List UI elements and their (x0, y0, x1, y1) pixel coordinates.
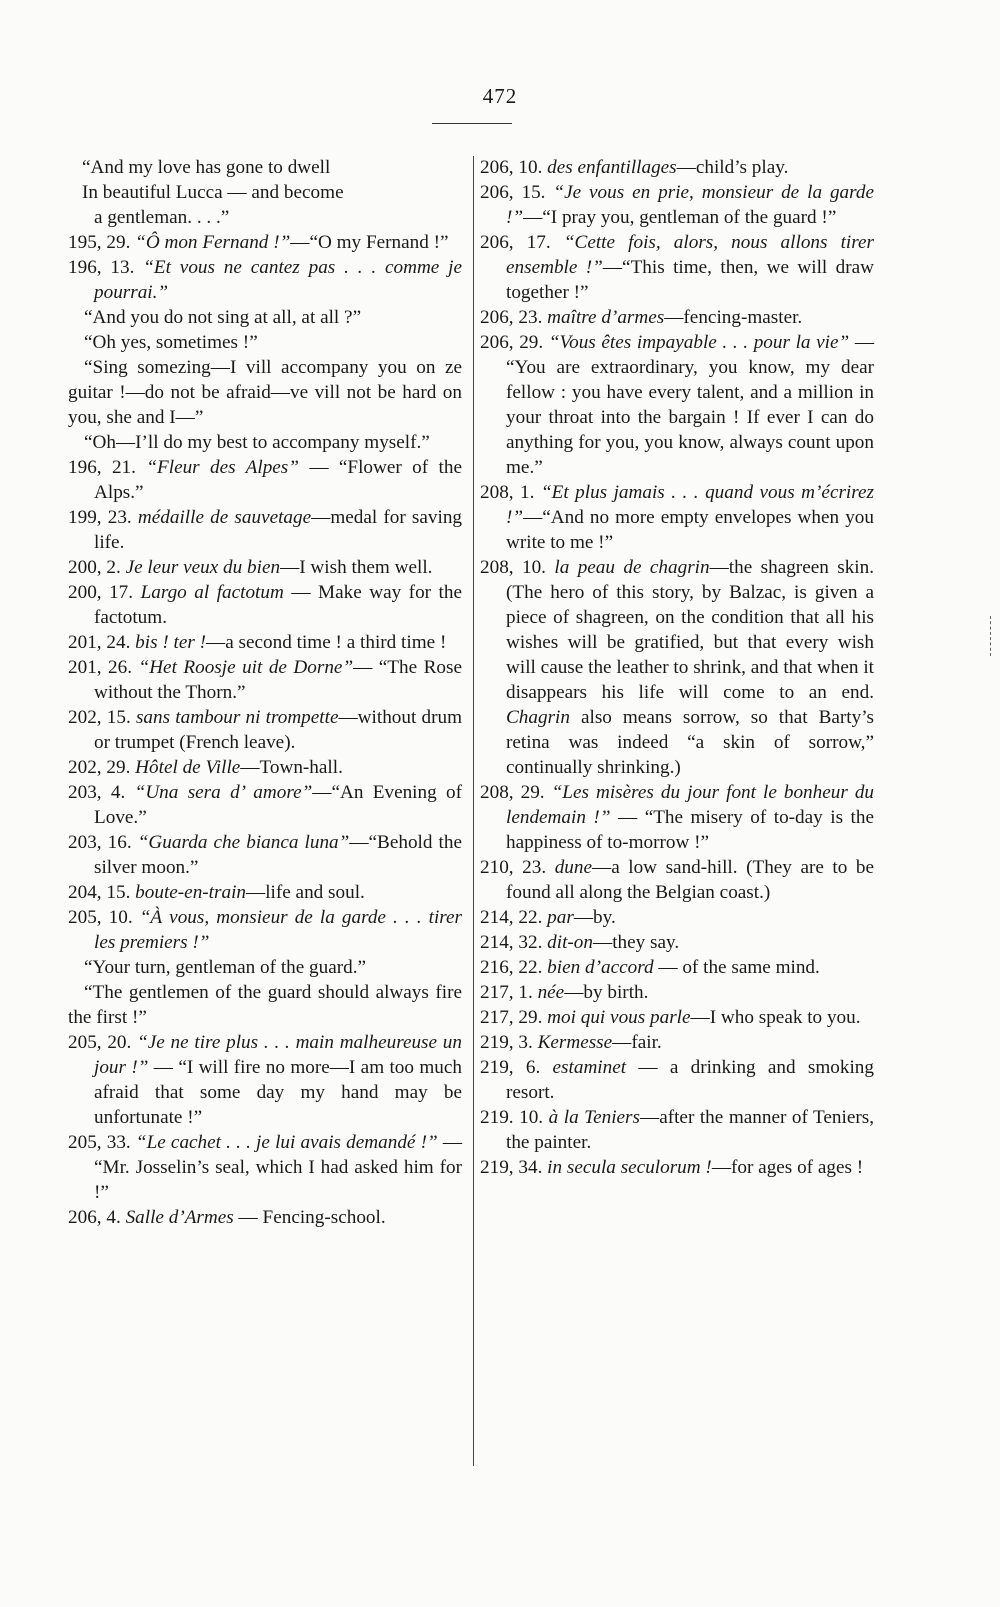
entry-ref: 199, 23. (68, 507, 132, 528)
entry-ref: 195, 29. (68, 232, 131, 253)
entry-ref: 196, 21. (68, 457, 136, 478)
entry-ref: 201, 26. (68, 657, 133, 678)
entry-ref: 219, 3. (480, 1032, 533, 1053)
entry-gloss: — “The Rose without the Thorn.” (94, 657, 462, 703)
entry-phrase: Salle d’Armes (125, 1207, 234, 1228)
glossary-entry (68, 655, 462, 705)
paragraph: “Your turn, gentleman of the guard.” (84, 957, 367, 978)
entry-ref: 203, 4. (68, 782, 126, 803)
verse-line: a gentleman. . . .” (94, 207, 230, 228)
edge-mark (990, 616, 995, 656)
glossary-entry (480, 1105, 874, 1155)
glossary-entry (68, 455, 462, 505)
paragraph: “The gentlemen of the guard should always fire the first !” (68, 982, 462, 1028)
entry-phrase: la peau de chagrin (554, 557, 710, 578)
glossary-entry (480, 330, 874, 480)
entry-ref: 206, 29. (480, 332, 544, 353)
entry-ref: 200, 17. (68, 582, 134, 603)
entry-ref: 196, 13. (68, 257, 135, 278)
glossary-entry (480, 1155, 874, 1180)
entry-ref: 206, 10. (480, 157, 543, 178)
entry-ref: 217, 29. (480, 1007, 543, 1028)
entry-phrase: dit-on (547, 932, 593, 953)
entry-phrase: bien d’accord (547, 957, 654, 978)
entry-ref: 201, 24. (68, 632, 131, 653)
entry-gloss: —Town-hall. (240, 757, 343, 778)
entry-phrase: “Vous êtes impayable . . . pour la vie” (548, 332, 850, 353)
glossary-entry (68, 830, 462, 880)
entry-gloss: —I wish them well. (280, 557, 433, 578)
entry-gloss: — a drinking and smoking resort. (506, 1057, 874, 1103)
entry-phrase: bis ! ter ! (135, 632, 207, 653)
right-column (480, 155, 874, 1180)
paragraph: “Oh—I’ll do my best to accompany myself.” (84, 432, 430, 453)
entry-ref: 205, 33. (68, 1132, 131, 1153)
glossary-entry (68, 1205, 462, 1230)
glossary-entry (68, 580, 462, 630)
entry-gloss: —by. (573, 907, 616, 928)
entry-gloss: —fair. (612, 1032, 662, 1053)
entry-phrase: née (537, 982, 565, 1003)
glossary-entry (68, 780, 462, 830)
entry-gloss: —after the manner of Teniers, the painter. (506, 1107, 875, 1153)
left-column (68, 155, 462, 1230)
entry-phrase: boute-en-train (135, 882, 246, 903)
entry-ref: 206, 4. (68, 1207, 121, 1228)
entry-phrase: à la Teniers (548, 1107, 640, 1128)
entry-phrase: Je leur veux du bien (125, 557, 281, 578)
entry-ref: 208, 29. (480, 782, 545, 803)
glossary-entry (68, 905, 462, 955)
entry-ref: 206, 15. (480, 182, 546, 203)
entry-phrase: estaminet (552, 1057, 627, 1078)
entry-phrase: “Je ne tire plus . . . main malheureuse un jour !” (94, 1032, 462, 1078)
entry-ref: 203, 16. (68, 832, 132, 853)
entry-ref: 210, 23. (480, 857, 547, 878)
entry-phrase: par (547, 907, 574, 928)
entry-ref: 200, 2. (68, 557, 121, 578)
entry-gloss: —“An Evening of Love.” (94, 782, 463, 828)
entry-ref: 205, 10. (68, 907, 133, 928)
entry-ref: 205, 20. (68, 1032, 132, 1053)
glossary-entry (68, 1030, 462, 1130)
glossary-entry (480, 555, 874, 780)
entry-phrase: “Het Roosje uit de Dorne” (138, 657, 354, 678)
entry-phrase: sans tambour ni trompette (135, 707, 339, 728)
entry-gloss: — Make way for the factotum. (94, 582, 462, 628)
glossary-entry (480, 1005, 874, 1030)
entry-ref: 214, 32. (480, 932, 543, 953)
entry-gloss: —they say. (593, 932, 680, 953)
entry-gloss: —child’s play. (676, 157, 789, 178)
glossary-entry (480, 1055, 874, 1105)
verse-line: “And my love has gone to dwell (82, 157, 331, 178)
entry-gloss: —“O my Fernand !” (290, 232, 449, 253)
entry-ref: 206, 17. (480, 232, 551, 253)
glossary-entry (480, 230, 874, 305)
entry-ref: 206, 23. (480, 307, 543, 328)
entry-gloss: — Fencing-school. (233, 1207, 386, 1228)
glossary-entry (68, 505, 462, 555)
entry-gloss: — “Flower of the Alps.” (94, 457, 462, 503)
glossary-entry (480, 980, 874, 1005)
paragraph: “And you do not sing at all, at all ?” (84, 307, 362, 328)
page-number: 472 (482, 84, 518, 108)
paragraph: “Oh yes, sometimes !” (84, 332, 258, 353)
glossary-entry (68, 230, 462, 255)
entry-gloss: —by birth. (564, 982, 649, 1003)
glossary-entry (480, 180, 874, 230)
entry-phrase: “Fleur des Alpes” (146, 457, 299, 478)
entry-gloss: —“And no more empty envelopes when you write to me !” (506, 507, 874, 553)
entry-phrase: des enfantillages (547, 157, 677, 178)
entry-ref: 208, 10. (480, 557, 546, 578)
entry-phrase: “Et plus jamais . . . quand vous m’écrirez !” (506, 482, 875, 528)
glossary-entry (480, 305, 874, 330)
entry-gloss: —medal for saving life. (94, 507, 463, 553)
entry-gloss: — of the same mind. (653, 957, 820, 978)
glossary-entry (480, 955, 874, 980)
entry-phrase: Kermesse (537, 1032, 613, 1053)
entry-phrase: “Je vous en prie, monsieur de la garde !” (506, 182, 875, 228)
entry-phrase: Largo al factotum (140, 582, 284, 603)
entry-gloss: —“This time, then, we will draw together !” (506, 257, 874, 303)
entry-phrase: médaille de sauvetage (137, 507, 312, 528)
entry-gloss: —for ages of ages ! (711, 1157, 864, 1178)
entry-phrase: dune (554, 857, 592, 878)
entry-gloss: —fencing-master. (664, 307, 803, 328)
entry-ref: 204, 15. (68, 882, 131, 903)
entry-gloss: —“I pray you, gentleman of the guard !” (523, 207, 837, 228)
glossary-entry (480, 480, 874, 555)
entry-gloss: —life and soul. (246, 882, 365, 903)
glossary-entry (68, 755, 462, 780)
glossary-entry (68, 1130, 462, 1205)
glossary-entry (68, 880, 462, 905)
entry-phrase: “Guarda che bianca luna” (137, 832, 350, 853)
entry-phrase: maître d’armes (547, 307, 665, 328)
entry-phrase: “Les misères du jour font le bonheur du lendemain !” (506, 782, 875, 828)
entry-gloss: —a low sand-hill. (They are to be found all along the Belgian coast.) (506, 857, 875, 903)
entry-ref: 216, 22. (480, 957, 543, 978)
glossary-entry (480, 780, 874, 855)
glossary-entry (480, 930, 874, 955)
column-divider (473, 156, 474, 1466)
entry-gloss: — “You are extraordinary, you know, my dear fellow : you have every talent, and a million in your throat into the bargain ! If ever I can do anything for you, you know, always count upon me.” (506, 332, 875, 478)
entry-gloss: — “Mr. Josselin’s seal, which I had asked him for !” (94, 1132, 463, 1203)
glossary-entry (68, 630, 462, 655)
entry-phrase: in secula seculorum ! (547, 1157, 712, 1178)
entry-phrase: “Ô mon Fernand !” (135, 232, 291, 253)
entry-ref: 202, 15. (68, 707, 131, 728)
glossary-entry (68, 255, 462, 305)
entry-phrase: “Una sera d’ amore” (134, 782, 313, 803)
glossary-entry (480, 855, 874, 905)
entry-phrase: Hôtel de Ville (135, 757, 241, 778)
glossary-entry (480, 1030, 874, 1055)
entry-gloss: —the shagreen skin. (The hero of this story, by Balzac, is given a piece of shagreen, on the condition that all his wishes will be gratified, but that every wish will cause the leather to shrink, and that when it disappears his life will come to an end. (506, 557, 875, 703)
glossary-entry (68, 705, 462, 755)
entry-ref: 219. 10. (480, 1107, 544, 1128)
entry-ref: 202, 29. (68, 757, 131, 778)
entry-gloss: —I who speak to you. (690, 1007, 861, 1028)
header-rule (432, 123, 512, 124)
entry-gloss: — “I will fire no more—I am too much afraid that some day my hand may be unfortunate !” (94, 1057, 462, 1128)
verse-line: In beautiful Lucca — and become (82, 182, 344, 203)
entry-ref: 219, 6. (480, 1057, 541, 1078)
entry-phrase: “Et vous ne cantez pas . . . comme je pourrai.” (94, 257, 463, 303)
entry-phrase: “Cette fois, alors, nous allons tirer ensemble !” (506, 232, 875, 278)
entry-phrase: moi qui vous parle (547, 1007, 691, 1028)
paragraph: “Sing somezing—I vill accompany you on ze guitar !—do not be afraid—ve vill not be hard on you, she and I—” (68, 357, 462, 428)
entry-ref: 208, 1. (480, 482, 535, 503)
entry-ref: 219, 34. (480, 1157, 543, 1178)
entry-ref: 214, 22. (480, 907, 543, 928)
entry-gloss: — “The misery of to-day is the happiness of to-morrow !” (506, 807, 874, 853)
entry-ref: 217, 1. (480, 982, 533, 1003)
glossary-entry (480, 905, 874, 930)
entry-gloss: also means sorrow, so that Barty’s retina was indeed “a skin of sorrow,” continually shrinking.) (506, 707, 874, 778)
entry-phrase: “Le cachet . . . je lui avais demandé !” (135, 1132, 438, 1153)
entry-gloss: —“Behold the silver moon.” (94, 832, 462, 878)
entry-phrase: Chagrin (506, 707, 570, 728)
glossary-entry (68, 555, 462, 580)
entry-gloss: —a second time ! a third time ! (206, 632, 447, 653)
entry-phrase: “À vous, monsieur de la garde . . . tirer les premiers !” (94, 907, 463, 953)
glossary-entry (480, 155, 874, 180)
entry-gloss: —without drum or trumpet (French leave). (94, 707, 463, 753)
